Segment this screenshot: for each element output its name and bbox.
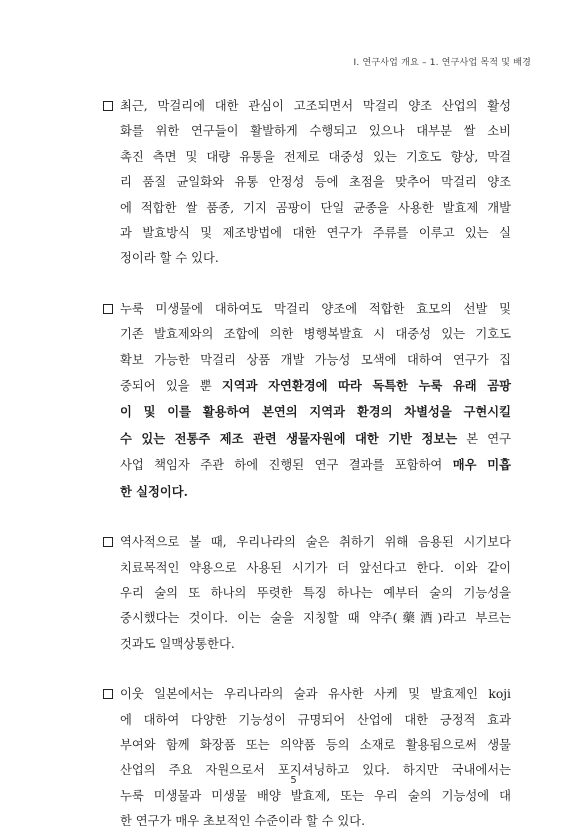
text-run: 것과도 일맥상통한다. <box>120 636 235 651</box>
text-line <box>120 452 511 478</box>
checkbox-bullet-icon <box>103 689 113 699</box>
text-run: 중시했다는 것이다. 이는 술을 지칭할 때 약주(藥酒)라고 부르는 <box>120 611 511 626</box>
text-run: 정이라 할 수 있다. <box>120 251 219 266</box>
text-line <box>120 606 511 631</box>
text-run: 이웃 일본에서는 우리나라의 술과 유사한 사케 및 발효제인 koji <box>120 687 511 702</box>
text-run: 사업 책임자 주관 하에 진행된 연구 결과를 포함하여 <box>120 458 453 473</box>
text-line <box>120 733 511 758</box>
text-run: 중되어 있을 뿐 <box>120 379 222 394</box>
text-line <box>120 479 511 505</box>
paragraph-2 <box>120 297 511 505</box>
text-run: 누룩 미생물에 대하여도 막걸리 양조에 적합한 효모의 선발 및 <box>120 301 511 316</box>
text-line <box>120 221 511 246</box>
text-line <box>120 322 511 347</box>
text-line <box>120 682 511 707</box>
text-run: 역사적으로 볼 때, 우리나라의 술은 취하기 위해 음용된 시기보다 <box>120 535 511 550</box>
text-run: 우리 술의 또 하나의 뚜렷한 특징 하나는 예부터 술의 기능성을 <box>120 585 511 600</box>
text-run: 부여와 함께 화장품 또는 의약품 등의 소재로 활용됨으로써 생물 <box>120 737 511 752</box>
paragraph-1 <box>120 94 511 272</box>
checkbox-bullet-icon <box>103 537 113 547</box>
bold-text: 매우 미흡 <box>452 457 511 473</box>
text-line <box>120 297 511 322</box>
text-line <box>120 556 511 581</box>
text-run: 한 연구가 매우 초보적인 수준이라 할 수 있다. <box>120 814 366 829</box>
text-line <box>120 530 511 555</box>
document-body <box>120 94 511 835</box>
text-run: 촉진 측면 및 대량 유통을 전제로 대중성 있는 기호도 향상, 막걸 <box>120 149 511 164</box>
text-line <box>120 119 511 144</box>
paragraph-4 <box>120 682 511 834</box>
paragraph-3 <box>120 530 511 657</box>
text-run: 기존 발효제와의 조합에 의한 병행복발효 시 대중성 있는 기호도 <box>120 327 511 342</box>
bold-text: 한 실정이다. <box>120 483 188 499</box>
bold-text: 이 및 이를 활용하여 본연의 지역과 환경의 차별성을 구현시킬 <box>120 404 511 420</box>
text-run: 에 대하여 다양한 기능성이 규명되어 산업에 대한 긍정적 효과 <box>120 712 511 727</box>
running-header: I. 연구사업 개요 – 1. 연구사업 목적 및 배경 <box>353 58 531 68</box>
text-run: 본 연구 <box>457 431 511 446</box>
page-number: 5 <box>290 775 297 786</box>
bold-text: 지역과 자연환경에 따라 독특한 누룩 유래 곰팡 <box>221 378 511 394</box>
text-line <box>120 809 511 834</box>
text-run: 누룩 미생물과 미생물 배양 발효제, 또는 우리 술의 기능성에 대 <box>120 788 511 803</box>
text-line <box>120 632 511 657</box>
text-run: 산업의 주요 자원으로서 포지셔닝하고 있다. 하지만 국내에서는 <box>120 763 511 778</box>
text-run: 확보 가능한 막걸리 상품 개발 가능성 모색에 대하여 연구가 집 <box>120 352 511 367</box>
text-line <box>120 170 511 195</box>
text-run: 에 적합한 쌀 품종, 기지 곰팡이 단일 균종을 사용한 발효제 개발 <box>120 200 511 215</box>
bold-text: 수 있는 전통주 제조 관련 생물자원에 대한 기반 정보는 <box>120 430 458 446</box>
text-line <box>120 196 511 221</box>
text-run: 화를 위한 연구들이 활발하게 수행되고 있으나 대부분 쌀 소비 <box>120 124 511 139</box>
checkbox-bullet-icon <box>103 101 113 111</box>
text-line <box>120 426 511 452</box>
text-run: 과 발효방식 및 제조방법에 대한 연구가 주류를 이루고 있는 실 <box>120 226 511 241</box>
text-run: 최근, 막걸리에 대한 관심이 고조되면서 막걸리 양조 산업의 활성 <box>120 99 511 113</box>
text-run: 리 품질 균일화와 유통 안정성 등에 초점을 맞추어 막걸리 양조 <box>120 175 511 190</box>
text-line <box>120 784 511 809</box>
checkbox-bullet-icon <box>103 304 113 314</box>
text-line <box>120 348 511 373</box>
text-line <box>120 373 511 399</box>
text-line <box>120 246 511 271</box>
text-run: 치료목적인 약용으로 사용된 시기가 더 앞선다고 한다. 이와 같이 <box>120 560 511 575</box>
text-line <box>120 145 511 170</box>
text-line <box>120 399 511 425</box>
text-line <box>120 94 511 119</box>
text-line <box>120 581 511 606</box>
text-line <box>120 708 511 733</box>
